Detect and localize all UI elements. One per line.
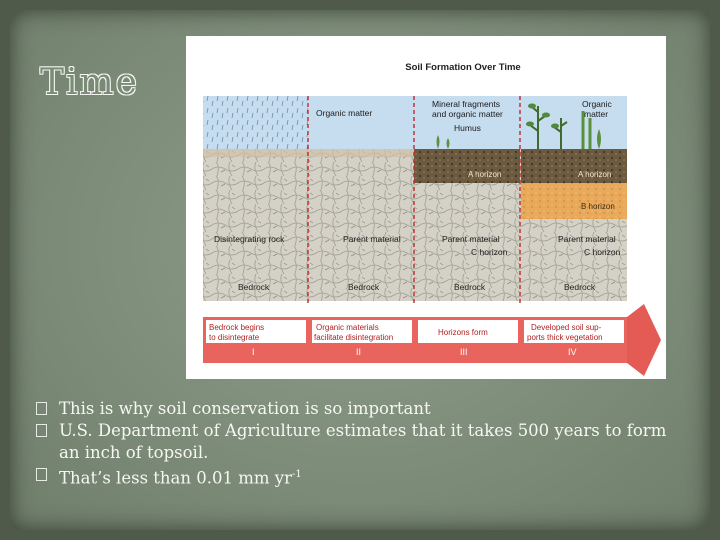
stage3-line1: Horizons form bbox=[438, 328, 488, 337]
stage2-line2: facilitate disintegration bbox=[314, 333, 394, 342]
stage2-line1: Organic materials bbox=[316, 323, 379, 332]
bullet-list bbox=[34, 398, 684, 490]
soil-formation-figure bbox=[186, 36, 666, 379]
panel3-a-horizon-fill bbox=[414, 149, 520, 183]
label-bedrock-2: Bedrock bbox=[348, 282, 380, 292]
label-bedrock-1: Bedrock bbox=[238, 282, 270, 292]
bullet-text: This is why soil conservation is so important bbox=[59, 399, 431, 418]
bullet-box-icon bbox=[36, 402, 47, 415]
label-parent-material-3: Parent material bbox=[442, 234, 500, 244]
label-and-organic-matter: and organic matter bbox=[432, 109, 503, 119]
label-bedrock-3: Bedrock bbox=[454, 282, 486, 292]
rain bbox=[203, 96, 309, 153]
stage1-numeral: I bbox=[252, 347, 255, 357]
label-humus: Humus bbox=[454, 123, 481, 133]
bullet-text: U.S. Department of Agriculture estimates that it takes 500 years to form an inch of topsoil. bbox=[59, 421, 667, 462]
slide-title: Time bbox=[40, 62, 139, 103]
label-matter: matter bbox=[584, 109, 609, 119]
label-organic-matter: Organic matter bbox=[316, 108, 373, 118]
stage4-line1: Developed soil sup- bbox=[531, 323, 602, 332]
label-c-horizon-4: C horizon bbox=[584, 247, 621, 257]
label-a-horizon-3: A horizon bbox=[468, 170, 502, 179]
bullet-text: That’s less than 0.01 mm yr bbox=[59, 468, 292, 488]
bullet-box-icon bbox=[36, 468, 47, 481]
label-bedrock-4: Bedrock bbox=[564, 282, 596, 292]
label-c-horizon-3: C horizon bbox=[471, 247, 508, 257]
stage3-numeral: III bbox=[460, 347, 468, 357]
figure-title: Soil Formation Over Time bbox=[405, 62, 521, 73]
label-parent-material-4: Parent material bbox=[558, 234, 616, 244]
stage2-numeral: II bbox=[356, 347, 362, 357]
label-parent-material-2: Parent material bbox=[343, 234, 401, 244]
stage1-line1: Bedrock begins bbox=[209, 323, 265, 332]
bullet-item bbox=[34, 420, 684, 464]
label-b-horizon-4: B horizon bbox=[581, 202, 615, 211]
stage4-line2: ports thick vegetation bbox=[527, 333, 603, 342]
label-organic: Organic bbox=[582, 99, 612, 109]
bullet-box-icon bbox=[36, 424, 47, 437]
bullet-item bbox=[34, 398, 684, 420]
label-mineral-fragments: Mineral fragments bbox=[432, 99, 501, 109]
panel4-b-horizon-fill bbox=[521, 183, 627, 219]
label-disintegrating-rock: Disintegrating rock bbox=[214, 234, 285, 244]
stage1-line2: to disintegrate bbox=[209, 333, 260, 342]
stage4-numeral: IV bbox=[568, 347, 577, 357]
soil-diagram bbox=[186, 36, 666, 379]
bullet-item bbox=[34, 464, 684, 490]
label-a-horizon-4: A horizon bbox=[578, 170, 612, 179]
bullet-superscript: -1 bbox=[291, 469, 302, 480]
